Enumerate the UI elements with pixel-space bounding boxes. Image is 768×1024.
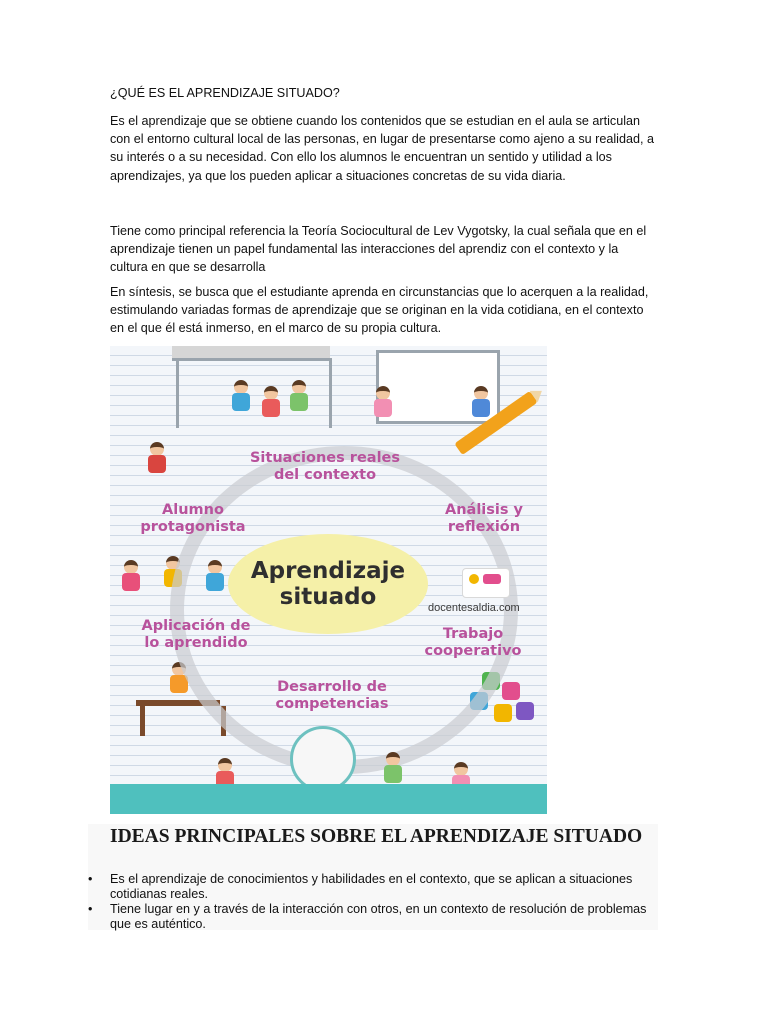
topic-aplicacion: Aplicación de lo aprendido — [141, 618, 251, 651]
paragraph-vygotsky — [110, 222, 658, 277]
ideas-title: IDEAS PRINCIPALES SOBRE EL APRENDIZAJE SITUADO — [110, 826, 643, 847]
list-item-text: Es el aprendizaje de conocimientos y habilidades en el contexto, que se aplican a situaciones cotidianas reales. — [110, 872, 633, 901]
teacher-center-illustration — [290, 726, 356, 792]
topic-situaciones-reales: Situaciones reales del contexto — [249, 450, 401, 483]
paragraph-synthesis — [110, 283, 658, 338]
topic-desarrollo-competencias: Desarrollo de competencias — [275, 679, 389, 712]
infographic — [110, 346, 547, 814]
ground-strip — [110, 784, 547, 814]
brand-url: docentesaldia.com — [428, 602, 520, 614]
child-illustration — [288, 380, 310, 414]
puzzle-piece-icon — [516, 702, 534, 720]
topic-alumno-protagonista: Alumno protagonista — [140, 502, 246, 535]
puzzle-piece-icon — [494, 704, 512, 722]
paragraph-text: Tiene como principal referencia la Teoría Sociocultural de Lev Vygotsky, la cual señala que en el aprendizaje tienen un papel fundamental las interacciones del aprendiz con el contexto y la cultura en que se desarrolla — [110, 224, 647, 275]
student-reading-illustration — [146, 442, 168, 476]
child-illustration — [120, 560, 142, 594]
list-item — [88, 902, 658, 931]
child-illustration — [230, 380, 252, 414]
paragraph-definition — [110, 112, 658, 185]
child-illustration — [470, 386, 492, 420]
brand-logo — [462, 568, 510, 598]
ideas-section — [88, 824, 658, 930]
puzzle-piece-icon — [502, 682, 520, 700]
child-illustration — [382, 752, 404, 786]
bullet-icon: • — [88, 902, 93, 916]
infographic-center-title: Aprendizaje situado — [250, 558, 406, 610]
child-illustration — [372, 386, 394, 420]
list-item-text: Tiene lugar en y a través de la interacción con otros, en un contexto de resolución de problemas que es auténtico. — [110, 902, 647, 931]
paragraph-text: En síntesis, se busca que el estudiante aprenda en circunstancias que lo acerquen a la realidad, estimulando variadas formas de aprendizaje que se originan en la vida cotidiana, en el contexto en el que él está inmerso, en el marco de su propia cultura. — [110, 285, 649, 336]
list-item — [88, 872, 658, 901]
paragraph-text: Es el aprendizaje que se obtiene cuando los contenidos que se estudian en el aula se articulan con el entorno cultural local de las personas, en lugar de presentarse como ajeno a su realidad, a su interés o a su necesidad. Con ello los alumnos le encuentran un sentido y utilidad a los aprendizajes, ya que los pueden aplicar a situaciones concretas de su vida diaria. — [110, 114, 654, 183]
topic-analisis-reflexion: Análisis y reflexión — [444, 502, 523, 535]
topic-trabajo-cooperativo: Trabajo cooperativo — [424, 626, 522, 659]
bullet-icon: • — [88, 872, 93, 886]
page-title: ¿QUÉ ES EL APRENDIZAJE SITUADO? — [110, 86, 340, 100]
ideas-list — [88, 872, 658, 932]
child-illustration — [260, 386, 282, 420]
